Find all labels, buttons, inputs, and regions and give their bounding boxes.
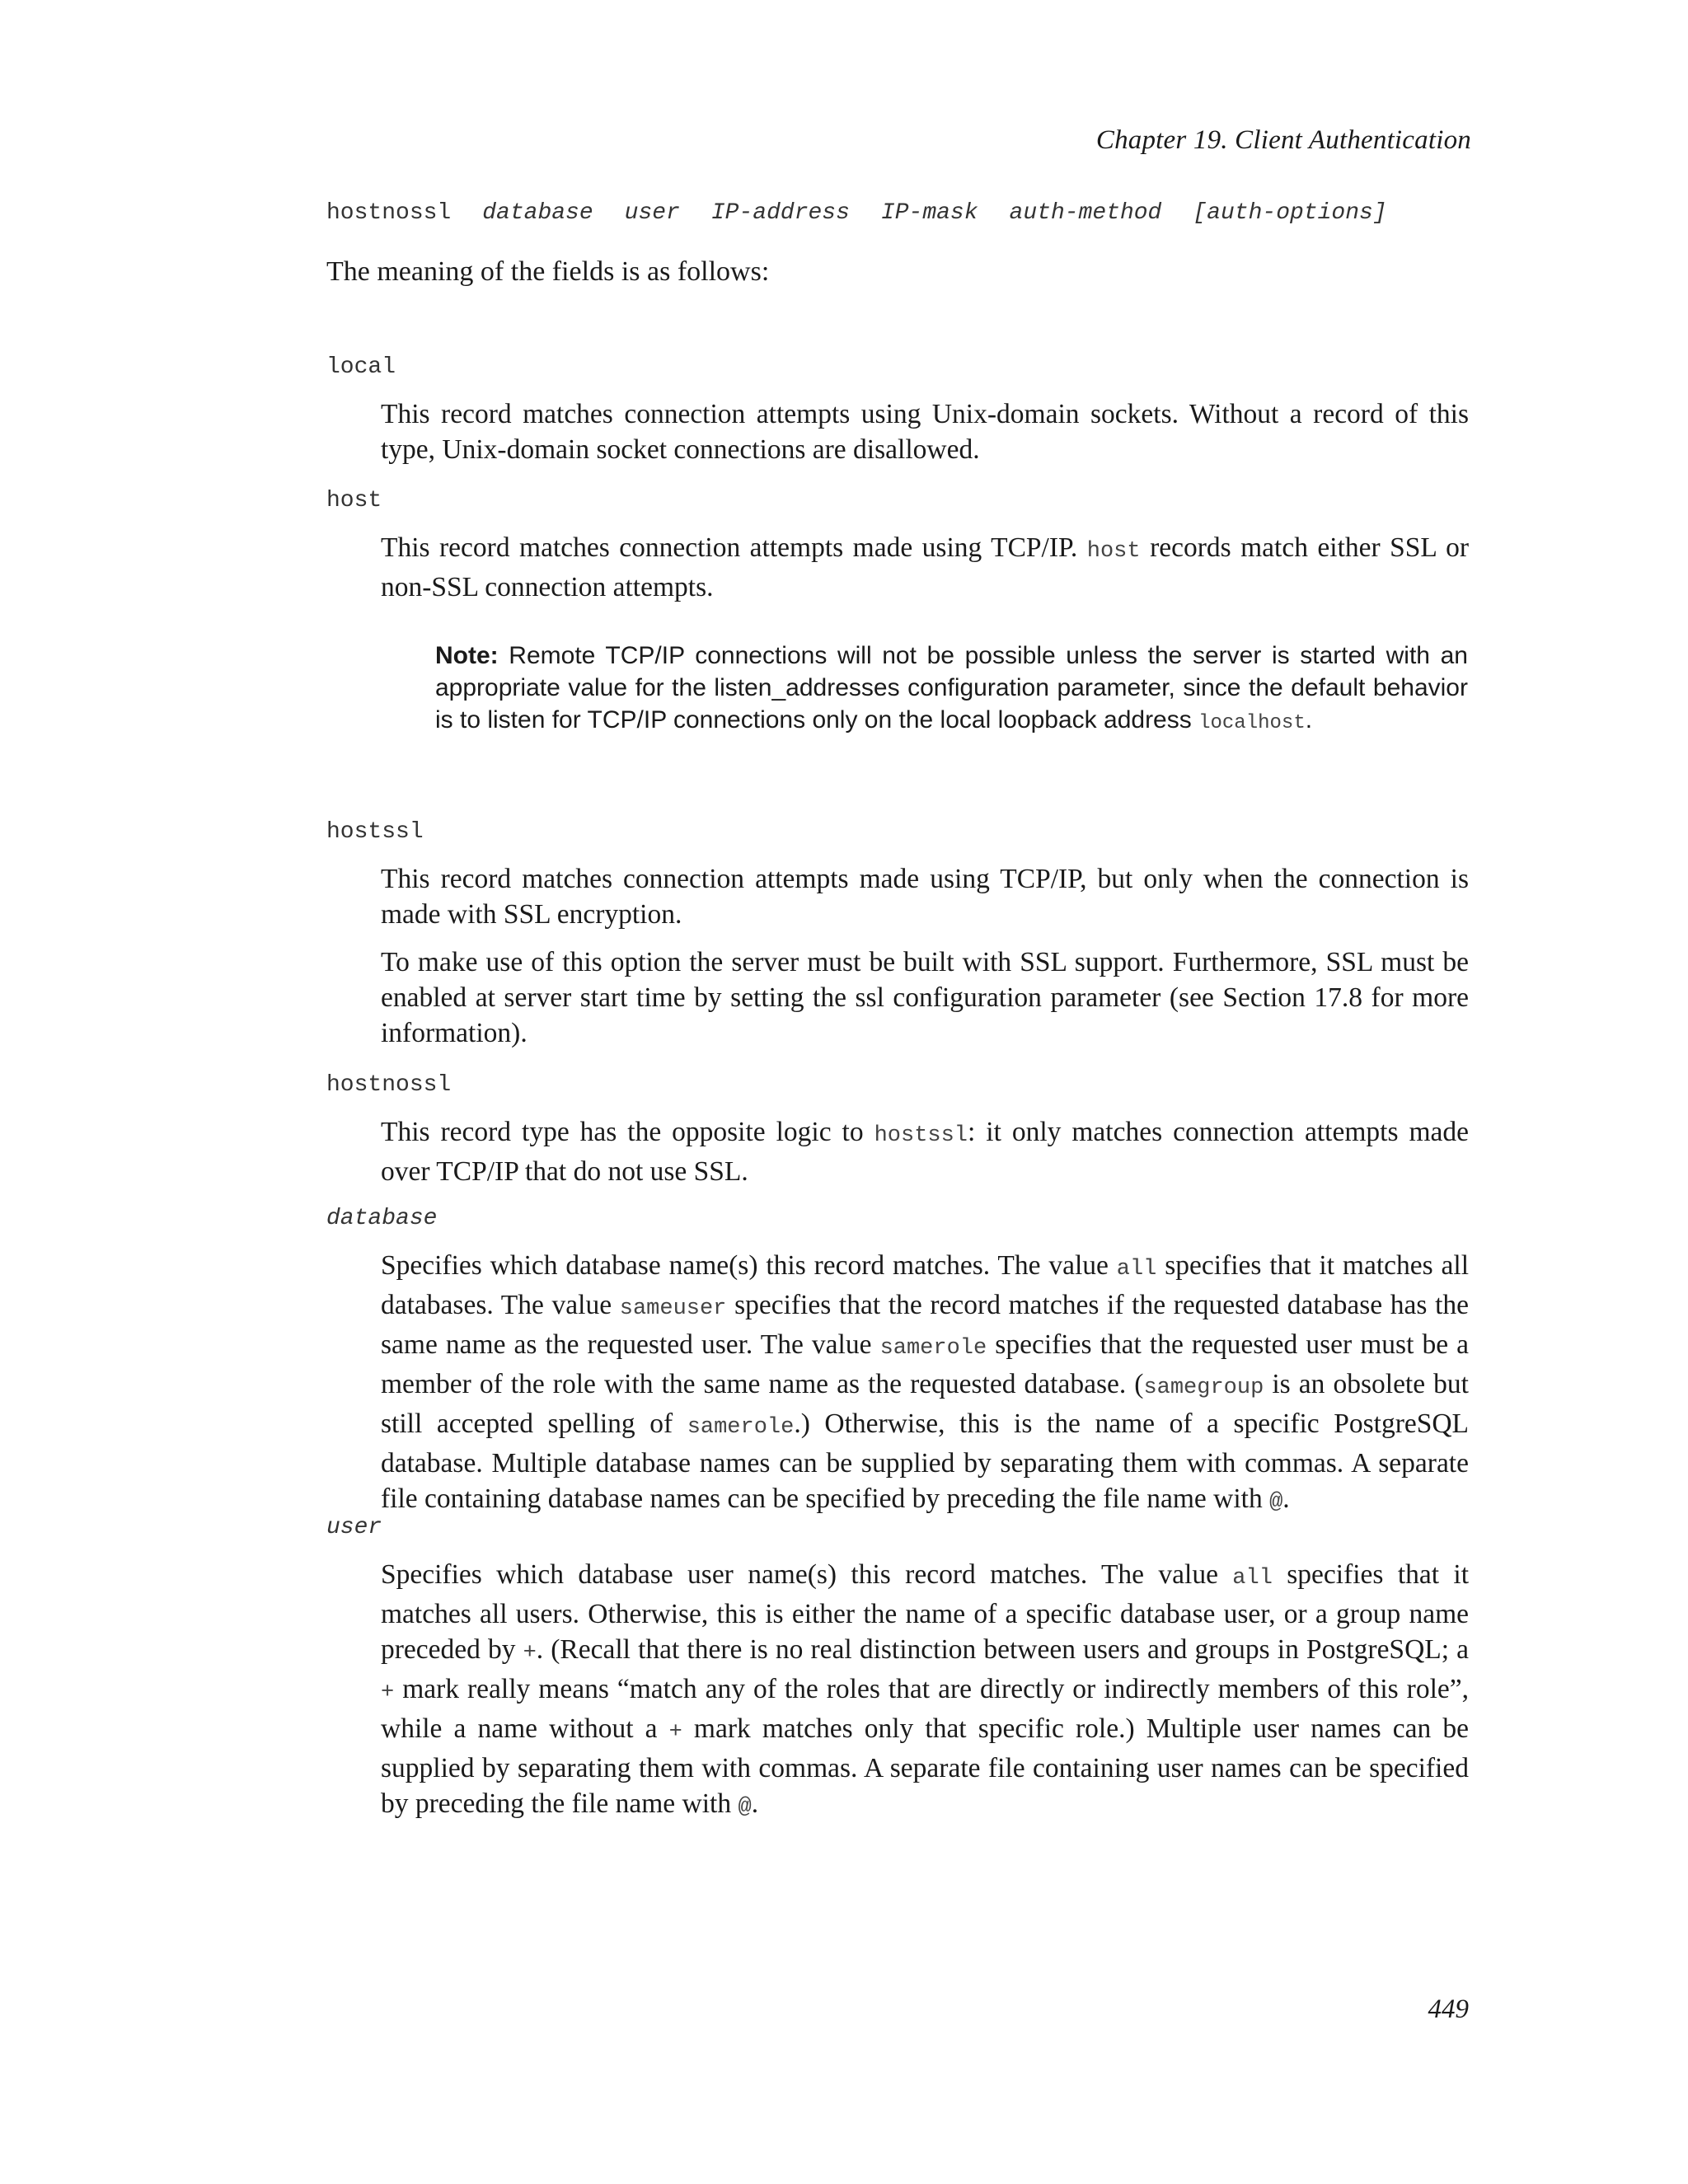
hostnossl-text-a: This record type has the opposite logic to [381, 1117, 864, 1147]
note-box [435, 640, 1468, 739]
term-local: local [326, 354, 396, 380]
code-samegroup: samegroup [1143, 1376, 1264, 1400]
code-at-sign: @ [738, 1795, 752, 1820]
term-hostssl: hostssl [326, 819, 424, 845]
note-end: . [1305, 706, 1313, 733]
host-text-b: records match either SSL or non-SSL connection attempts. [381, 532, 1469, 602]
local-description: This record matches connection attempts using Unix-domain sockets. Without a record of this type, Unix-domain socket connections are disallowed. [381, 399, 1469, 465]
page-number: 449 [1428, 1994, 1469, 2024]
database-text: specifies that it matches all databases. The value [381, 1250, 1470, 1320]
user-text: specifies that it matches all users. Otherwise, this is either the name of a specific database user, or a group name preceded by [381, 1559, 1470, 1665]
synopsis-arg-ip-address: IP-address [710, 200, 850, 226]
code-host: host [1086, 539, 1141, 564]
database-description [381, 1248, 1469, 1521]
database-text: . [1282, 1483, 1290, 1514]
hostssl-description: This record matches connection attempts made using TCP/IP, but only when the connection is made with SSL encryption. [381, 864, 1469, 930]
code-all: all [1116, 1257, 1157, 1282]
code-samerole: samerole [879, 1336, 987, 1361]
user-text: Specifies which database user name(s) this record matches. The value [381, 1559, 1218, 1590]
user-text: mark really means “match any of the roles that are directly or indirectly members of this role”, while a name without a [381, 1674, 1469, 1744]
code-plus: + [381, 1680, 395, 1705]
code-hostssl: hostssl [874, 1123, 968, 1148]
host-text-a: This record matches connection attempts made using TCP/IP. [381, 532, 1078, 563]
database-text: Specifies which database name(s) this record matches. The value [381, 1250, 1109, 1281]
term-database: database [326, 1206, 438, 1231]
user-text: . (Recall that there is no real distinction between users and groups in PostgreSQL; a [536, 1634, 1469, 1665]
hostnossl-text-b: : it only matches connection attempts made over TCP/IP that do not use SSL. [381, 1117, 1470, 1187]
user-text: . [751, 1788, 759, 1819]
synopsis-keyword: hostnossl [326, 200, 452, 226]
code-samerole: samerole [687, 1415, 795, 1440]
term-hostnossl: hostnossl [326, 1072, 452, 1098]
database-text: specifies that the requested user must be a member of the role with the same name as the requested database. ( [381, 1329, 1470, 1399]
user-text: mark matches only that specific role.) Multiple user names can be supplied by separating them with commas. A separate file containing user names can be specified by preceding the file name with [381, 1713, 1470, 1819]
code-sameuser: sameuser [619, 1296, 727, 1321]
database-text: is an obsolete but still accepted spelling of [381, 1369, 1469, 1439]
code-all: all [1232, 1566, 1273, 1591]
code-at-sign: @ [1269, 1490, 1283, 1515]
code-plus: + [668, 1720, 682, 1745]
note-label: Note: [435, 642, 499, 669]
hostssl-ssl-requirement: To make use of this option the server must be built with SSL support. Furthermore, SSL must be enabled at server start time by setting the ssl configuration parameter (see Section 17.8 for more information). [381, 947, 1469, 1048]
code-plus: + [523, 1641, 537, 1666]
user-description [381, 1557, 1469, 1825]
term-host: host [326, 488, 382, 513]
synopsis-arg-user: user [624, 200, 680, 226]
database-text: .) Otherwise, this is the name of a specific PostgreSQL database. Multiple database names can be supplied by separating them with commas. A separate file containing database names can be specified by preceding the file name with [381, 1408, 1470, 1514]
running-head: Chapter 19. Client Authentication [1095, 125, 1471, 155]
hostnossl-description [381, 1114, 1469, 1189]
host-description [381, 530, 1469, 605]
synopsis-arg-auth-options: [auth-options] [1193, 200, 1387, 226]
term-user: user [326, 1515, 382, 1540]
record-format-synopsis [326, 200, 1387, 226]
synopsis-arg-database: database [482, 200, 593, 226]
code-localhost: localhost [1198, 712, 1306, 734]
synopsis-arg-ip-mask: IP-mask [880, 200, 978, 226]
synopsis-arg-auth-method: auth-method [1009, 200, 1162, 226]
note-text: Remote TCP/IP connections will not be possible unless the server is started with an appropriate value for the listen_addresses configuration parameter, since the default behavior is to listen for TCP/IP connections only on the local loopback address [435, 642, 1468, 733]
database-text: specifies that the record matches if the requested database has the same name as the requested user. The value [381, 1290, 1470, 1360]
intro-text: The meaning of the fields is as follows: [326, 256, 770, 287]
